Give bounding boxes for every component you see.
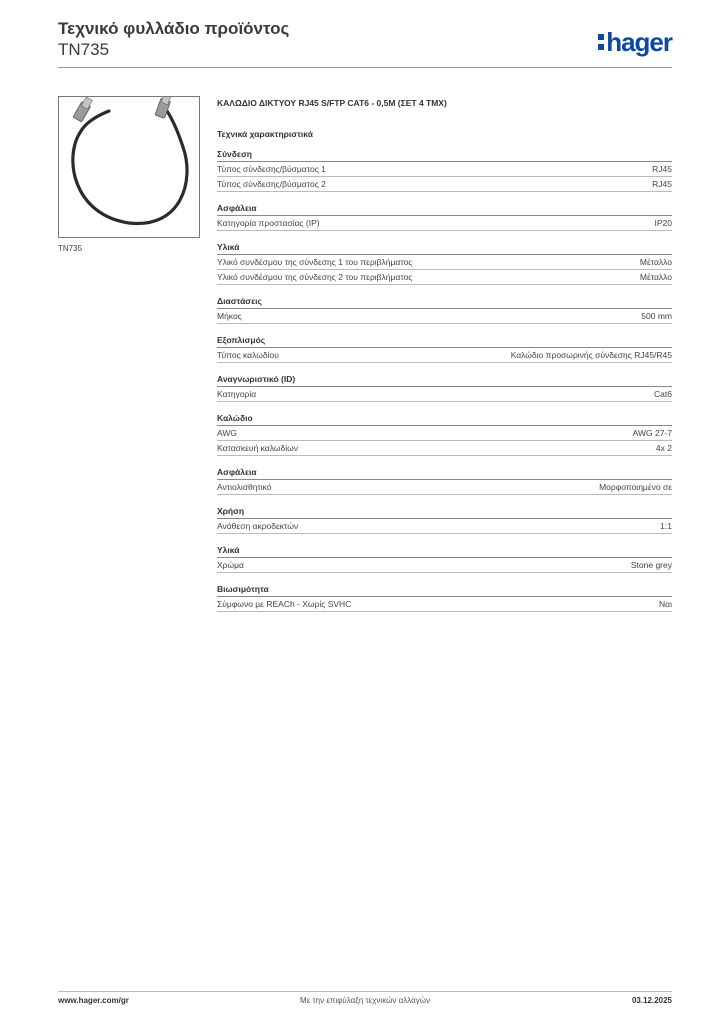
spec-section: [217, 505, 672, 534]
spec-label: Ανάθεση ακροδεκτών: [217, 521, 299, 531]
spec-row: [217, 163, 672, 177]
logo-dots-icon: [598, 34, 604, 52]
spec-value: Μέταλλο: [639, 272, 672, 282]
product-name: ΚΑΛΩΔΙΟ ΔΙΚΤΥΟΥ RJ45 S/FTP CAT6 - 0,5M (ΣΕΤ 4 ΤΜΧ): [217, 98, 447, 108]
spec-row: [217, 256, 672, 270]
section-title: Ασφάλεια: [217, 466, 672, 480]
section-title: Βιωσιμότητα: [217, 583, 672, 597]
spec-label: Τύπος σύνδεσης/βύσματος 1: [217, 164, 326, 174]
document-title: Τεχνικό φυλλάδιο προϊόντος: [58, 19, 290, 38]
spec-value: 500 mm: [641, 311, 672, 321]
footer-date: 03.12.2025: [631, 996, 672, 1005]
footer-divider: [58, 991, 672, 992]
spec-section: [217, 412, 672, 456]
footer-note: Με την επιφύλαξη τεχνικών αλλαγών: [300, 996, 430, 1005]
spec-row: [217, 349, 672, 363]
spec-value: Καλώδιο προσωρινής σύνδεσης RJ45/R45: [510, 350, 672, 360]
header-divider: [58, 67, 672, 68]
spec-value: Stone grey: [630, 560, 672, 570]
section-title: Εξοπλισμός: [217, 334, 672, 348]
spec-section: [217, 544, 672, 573]
spec-value: RJ45: [652, 164, 672, 174]
spec-row: [217, 427, 672, 441]
section-title: Χρήση: [217, 505, 672, 519]
spec-row: [217, 481, 672, 495]
spec-section: [217, 583, 672, 612]
spec-section: [217, 373, 672, 402]
spec-section: [217, 202, 672, 231]
spec-label: Κατηγορία προστασίας (IP): [217, 218, 320, 228]
hager-logo: [598, 28, 672, 56]
section-title: Υλικά: [217, 241, 672, 255]
spec-row: [217, 388, 672, 402]
spec-label: AWG: [217, 428, 237, 438]
logo-text: hager: [606, 27, 672, 57]
spec-sections: [217, 148, 672, 612]
spec-label: Αντιολισθητικό: [217, 482, 272, 492]
spec-label: Χρώμα: [217, 560, 244, 570]
spec-row: [217, 520, 672, 534]
spec-row: [217, 217, 672, 231]
image-caption: TN735: [58, 244, 83, 253]
page-footer: [58, 996, 672, 1008]
network-cable-icon: [59, 97, 199, 237]
spec-label: Μήκος: [217, 311, 242, 321]
spec-label: Υλικό συνδέσμου της σύνδεσης 2 του περιβλήματος: [217, 272, 413, 282]
section-title: Διαστάσεις: [217, 295, 672, 309]
footer-website: www.hager.com/gr: [58, 996, 129, 1005]
section-title: Υλικά: [217, 544, 672, 558]
section-title: Καλώδιο: [217, 412, 672, 426]
spec-section: [217, 295, 672, 324]
spec-row: [217, 310, 672, 324]
page-header: [58, 18, 289, 60]
spec-row: [217, 178, 672, 192]
spec-label: Τύπος σύνδεσης/βύσματος 2: [217, 179, 326, 189]
spec-label: Σύμφωνο με REACh - Χωρίς SVHC: [217, 599, 352, 609]
spec-value: 1:1: [660, 521, 672, 531]
spec-value: 4x 2: [655, 443, 672, 453]
spec-section: [217, 148, 672, 192]
spec-label: Κατασκευή καλωδίων: [217, 443, 298, 453]
spec-row: [217, 559, 672, 573]
spec-value: IP20: [654, 218, 672, 228]
tech-specs-heading: Τεχνικά χαρακτηριστικά: [217, 129, 313, 139]
spec-value: Μέταλλο: [639, 257, 672, 267]
spec-section: [217, 466, 672, 495]
section-title: Σύνδεση: [217, 148, 672, 162]
spec-label: Υλικό συνδέσμου της σύνδεσης 1 του περιβλήματος: [217, 257, 413, 267]
section-title: Ασφάλεια: [217, 202, 672, 216]
product-image: [58, 96, 200, 238]
spec-row: [217, 271, 672, 285]
spec-section: [217, 334, 672, 363]
spec-value: AWG 27-7: [632, 428, 672, 438]
spec-value: RJ45: [652, 179, 672, 189]
spec-value: Ναι: [659, 599, 672, 609]
spec-label: Κατηγορία: [217, 389, 257, 399]
section-title: Αναγνωριστικό (ID): [217, 373, 672, 387]
spec-value: Cat6: [654, 389, 672, 399]
product-code: TN735: [58, 40, 110, 59]
spec-row: [217, 598, 672, 612]
spec-row: [217, 442, 672, 456]
spec-section: [217, 241, 672, 285]
spec-value: Μορφοποιημένο σε: [599, 482, 672, 492]
spec-label: Τύπος καλωδίου: [217, 350, 279, 360]
spec-content: [217, 96, 672, 622]
